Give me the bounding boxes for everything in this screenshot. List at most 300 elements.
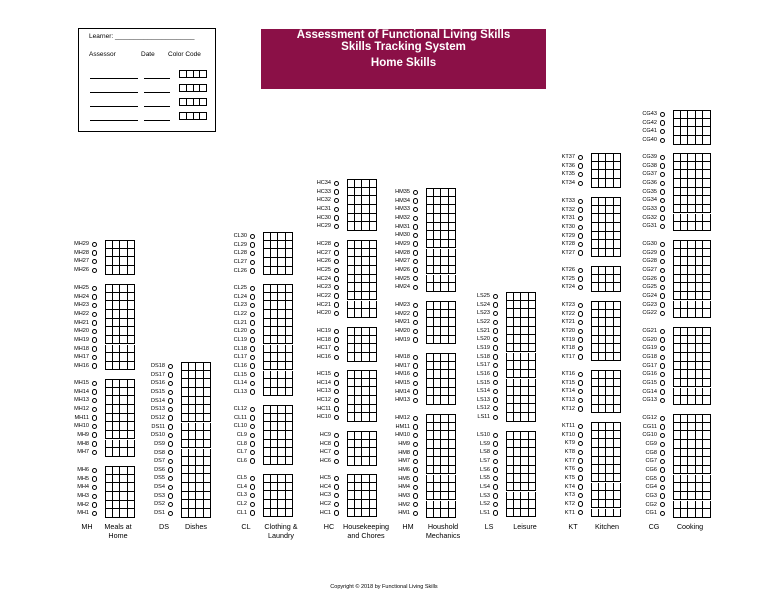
skill-status-circle[interactable]	[334, 415, 339, 420]
tracking-cell[interactable]	[529, 431, 537, 440]
tracking-cell[interactable]	[681, 119, 689, 128]
tracking-cell[interactable]	[673, 119, 681, 128]
tracking-cell[interactable]	[591, 249, 599, 258]
skill-status-circle[interactable]	[168, 381, 173, 386]
tracking-cell[interactable]	[614, 240, 622, 249]
tracking-cell[interactable]	[263, 249, 271, 258]
skill-status-circle[interactable]	[578, 406, 583, 411]
skill-status-circle[interactable]	[413, 424, 418, 429]
skill-status-circle[interactable]	[660, 363, 665, 368]
tracking-cell[interactable]	[355, 249, 363, 258]
tracking-cell[interactable]	[599, 336, 607, 345]
tracking-cell[interactable]	[263, 232, 271, 241]
tracking-cell[interactable]	[688, 205, 696, 214]
skill-status-circle[interactable]	[92, 502, 97, 507]
tracking-cell[interactable]	[529, 474, 537, 483]
tracking-cell[interactable]	[278, 457, 286, 466]
tracking-cell[interactable]	[204, 483, 212, 492]
tracking-cell[interactable]	[703, 353, 711, 362]
tracking-cell[interactable]	[128, 336, 136, 345]
skill-status-circle[interactable]	[578, 216, 583, 221]
tracking-cell[interactable]	[347, 214, 355, 223]
skill-status-circle[interactable]	[493, 345, 498, 350]
skill-status-circle[interactable]	[334, 459, 339, 464]
tracking-cell[interactable]	[506, 431, 514, 440]
tracking-cell[interactable]	[599, 327, 607, 336]
tracking-cell[interactable]	[189, 397, 197, 406]
tracking-cell[interactable]	[449, 275, 457, 284]
tracking-cell[interactable]	[355, 283, 363, 292]
tracking-cell[interactable]	[506, 353, 514, 362]
tracking-cell[interactable]	[599, 153, 607, 162]
tracking-cell[interactable]	[514, 327, 522, 336]
tracking-cell[interactable]	[703, 396, 711, 405]
tracking-cell[interactable]	[681, 440, 689, 449]
tracking-cell[interactable]	[591, 336, 599, 345]
skill-status-circle[interactable]	[334, 268, 339, 273]
tracking-cell[interactable]	[681, 362, 689, 371]
tracking-cell[interactable]	[529, 457, 537, 466]
tracking-cell[interactable]	[599, 232, 607, 241]
tracking-cell[interactable]	[529, 301, 537, 310]
tracking-cell[interactable]	[362, 179, 370, 188]
tracking-cell[interactable]	[696, 414, 704, 423]
tracking-cell[interactable]	[355, 344, 363, 353]
tracking-cell[interactable]	[286, 422, 294, 431]
tracking-cell[interactable]	[591, 379, 599, 388]
tracking-cell[interactable]	[441, 257, 449, 266]
skill-status-circle[interactable]	[334, 293, 339, 298]
skill-status-circle[interactable]	[660, 189, 665, 194]
tracking-cell[interactable]	[591, 370, 599, 379]
skill-status-circle[interactable]	[578, 181, 583, 186]
tracking-cell[interactable]	[614, 500, 622, 509]
tracking-cell[interactable]	[606, 249, 614, 258]
color-code-boxes[interactable]	[179, 70, 207, 78]
tracking-cell[interactable]	[521, 474, 529, 483]
tracking-cell[interactable]	[521, 370, 529, 379]
tracking-cell[interactable]	[688, 188, 696, 197]
tracking-cell[interactable]	[696, 379, 704, 388]
tracking-cell[interactable]	[506, 492, 514, 501]
tracking-cell[interactable]	[105, 240, 113, 249]
tracking-cell[interactable]	[449, 257, 457, 266]
tracking-cell[interactable]	[278, 440, 286, 449]
skill-status-circle[interactable]	[660, 476, 665, 481]
tracking-cell[interactable]	[614, 232, 622, 241]
tracking-cell[interactable]	[606, 310, 614, 319]
tracking-cell[interactable]	[521, 413, 529, 422]
skill-status-circle[interactable]	[334, 433, 339, 438]
tracking-cell[interactable]	[434, 275, 442, 284]
tracking-cell[interactable]	[189, 492, 197, 501]
tracking-cell[interactable]	[614, 170, 622, 179]
tracking-cell[interactable]	[196, 414, 204, 423]
tracking-cell[interactable]	[703, 222, 711, 231]
tracking-cell[interactable]	[614, 422, 622, 431]
tracking-cell[interactable]	[673, 283, 681, 292]
tracking-cell[interactable]	[181, 449, 189, 458]
skill-status-circle[interactable]	[660, 268, 665, 273]
tracking-cell[interactable]	[128, 353, 136, 362]
skill-status-circle[interactable]	[660, 215, 665, 220]
tracking-cell[interactable]	[347, 440, 355, 449]
skill-status-circle[interactable]	[660, 242, 665, 247]
tracking-cell[interactable]	[278, 258, 286, 267]
tracking-cell[interactable]	[189, 457, 197, 466]
skill-status-circle[interactable]	[413, 450, 418, 455]
tracking-cell[interactable]	[529, 413, 537, 422]
tracking-cell[interactable]	[696, 483, 704, 492]
tracking-cell[interactable]	[681, 475, 689, 484]
skill-status-circle[interactable]	[250, 441, 255, 446]
skill-status-circle[interactable]	[334, 189, 339, 194]
skill-status-circle[interactable]	[413, 398, 418, 403]
tracking-cell[interactable]	[347, 396, 355, 405]
tracking-cell[interactable]	[271, 491, 279, 500]
tracking-cell[interactable]	[189, 500, 197, 509]
skill-status-circle[interactable]	[578, 450, 583, 455]
tracking-cell[interactable]	[521, 379, 529, 388]
tracking-cell[interactable]	[514, 335, 522, 344]
tracking-cell[interactable]	[606, 405, 614, 414]
tracking-cell[interactable]	[606, 422, 614, 431]
tracking-cell[interactable]	[703, 483, 711, 492]
tracking-cell[interactable]	[347, 179, 355, 188]
skill-status-circle[interactable]	[168, 372, 173, 377]
tracking-cell[interactable]	[703, 414, 711, 423]
tracking-cell[interactable]	[113, 509, 121, 518]
tracking-cell[interactable]	[506, 500, 514, 509]
tracking-cell[interactable]	[688, 136, 696, 145]
tracking-cell[interactable]	[506, 309, 514, 318]
tracking-cell[interactable]	[441, 396, 449, 405]
tracking-cell[interactable]	[347, 301, 355, 310]
tracking-cell[interactable]	[703, 257, 711, 266]
skill-status-circle[interactable]	[92, 337, 97, 342]
tracking-cell[interactable]	[278, 241, 286, 250]
skill-status-circle[interactable]	[493, 311, 498, 316]
tracking-cell[interactable]	[681, 301, 689, 310]
tracking-cell[interactable]	[196, 466, 204, 475]
tracking-cell[interactable]	[120, 301, 128, 310]
tracking-cell[interactable]	[347, 188, 355, 197]
tracking-cell[interactable]	[181, 379, 189, 388]
tracking-cell[interactable]	[703, 283, 711, 292]
tracking-cell[interactable]	[703, 344, 711, 353]
tracking-cell[interactable]	[673, 492, 681, 501]
tracking-cell[interactable]	[355, 457, 363, 466]
tracking-cell[interactable]	[614, 491, 622, 500]
tracking-cell[interactable]	[614, 457, 622, 466]
tracking-cell[interactable]	[434, 205, 442, 214]
tracking-cell[interactable]	[614, 206, 622, 215]
skill-status-circle[interactable]	[493, 294, 498, 299]
skill-status-circle[interactable]	[92, 250, 97, 255]
skill-status-circle[interactable]	[578, 337, 583, 342]
tracking-cell[interactable]	[271, 440, 279, 449]
skill-status-circle[interactable]	[413, 493, 418, 498]
skill-status-circle[interactable]	[168, 415, 173, 420]
tracking-cell[interactable]	[703, 153, 711, 162]
tracking-cell[interactable]	[105, 336, 113, 345]
tracking-cell[interactable]	[529, 370, 537, 379]
skill-status-circle[interactable]	[493, 389, 498, 394]
tracking-cell[interactable]	[599, 344, 607, 353]
tracking-cell[interactable]	[591, 162, 599, 171]
skill-status-circle[interactable]	[578, 354, 583, 359]
color-code-box[interactable]	[187, 112, 194, 120]
skill-status-circle[interactable]	[660, 172, 665, 177]
tracking-cell[interactable]	[614, 223, 622, 232]
skill-status-circle[interactable]	[493, 433, 498, 438]
color-code-box[interactable]	[179, 84, 187, 92]
tracking-cell[interactable]	[591, 509, 599, 518]
tracking-cell[interactable]	[271, 284, 279, 293]
tracking-cell[interactable]	[105, 466, 113, 475]
tracking-cell[interactable]	[441, 318, 449, 327]
tracking-cell[interactable]	[514, 448, 522, 457]
tracking-cell[interactable]	[355, 405, 363, 414]
tracking-cell[interactable]	[355, 196, 363, 205]
tracking-cell[interactable]	[514, 440, 522, 449]
skill-status-circle[interactable]	[660, 450, 665, 455]
tracking-cell[interactable]	[355, 396, 363, 405]
tracking-cell[interactable]	[181, 500, 189, 509]
tracking-cell[interactable]	[606, 318, 614, 327]
tracking-cell[interactable]	[120, 448, 128, 457]
tracking-cell[interactable]	[506, 292, 514, 301]
tracking-cell[interactable]	[271, 388, 279, 397]
tracking-cell[interactable]	[434, 466, 442, 475]
skill-status-circle[interactable]	[413, 190, 418, 195]
tracking-cell[interactable]	[591, 179, 599, 188]
tracking-cell[interactable]	[426, 431, 434, 440]
tracking-cell[interactable]	[355, 483, 363, 492]
skill-status-circle[interactable]	[334, 224, 339, 229]
skill-status-circle[interactable]	[250, 502, 255, 507]
skill-status-circle[interactable]	[250, 312, 255, 317]
tracking-cell[interactable]	[362, 509, 370, 518]
tracking-cell[interactable]	[278, 491, 286, 500]
tracking-cell[interactable]	[271, 448, 279, 457]
tracking-cell[interactable]	[688, 457, 696, 466]
skill-status-circle[interactable]	[413, 224, 418, 229]
skill-status-circle[interactable]	[250, 268, 255, 273]
tracking-cell[interactable]	[696, 509, 704, 518]
tracking-cell[interactable]	[614, 431, 622, 440]
tracking-cell[interactable]	[681, 222, 689, 231]
skill-status-circle[interactable]	[413, 259, 418, 264]
tracking-cell[interactable]	[263, 509, 271, 518]
skill-status-circle[interactable]	[660, 276, 665, 281]
tracking-cell[interactable]	[347, 309, 355, 318]
tracking-cell[interactable]	[688, 292, 696, 301]
tracking-cell[interactable]	[688, 257, 696, 266]
skill-status-circle[interactable]	[250, 242, 255, 247]
tracking-cell[interactable]	[204, 492, 212, 501]
skill-status-circle[interactable]	[660, 120, 665, 125]
skill-status-circle[interactable]	[92, 511, 97, 516]
tracking-cell[interactable]	[514, 413, 522, 422]
tracking-cell[interactable]	[271, 241, 279, 250]
tracking-cell[interactable]	[113, 310, 121, 319]
tracking-cell[interactable]	[263, 440, 271, 449]
tracking-cell[interactable]	[606, 283, 614, 292]
skill-status-circle[interactable]	[250, 415, 255, 420]
tracking-cell[interactable]	[673, 110, 681, 119]
tracking-cell[interactable]	[614, 283, 622, 292]
skill-status-circle[interactable]	[660, 329, 665, 334]
skill-status-circle[interactable]	[660, 224, 665, 229]
tracking-cell[interactable]	[426, 266, 434, 275]
tracking-cell[interactable]	[120, 396, 128, 405]
tracking-cell[interactable]	[599, 214, 607, 223]
skill-status-circle[interactable]	[493, 363, 498, 368]
tracking-cell[interactable]	[426, 240, 434, 249]
tracking-cell[interactable]	[529, 379, 537, 388]
tracking-cell[interactable]	[521, 500, 529, 509]
skill-status-circle[interactable]	[660, 433, 665, 438]
skill-status-circle[interactable]	[660, 424, 665, 429]
tracking-cell[interactable]	[599, 283, 607, 292]
tracking-cell[interactable]	[606, 474, 614, 483]
tracking-cell[interactable]	[426, 509, 434, 518]
skill-status-circle[interactable]	[413, 389, 418, 394]
tracking-cell[interactable]	[441, 188, 449, 197]
tracking-cell[interactable]	[113, 284, 121, 293]
tracking-cell[interactable]	[120, 388, 128, 397]
tracking-cell[interactable]	[263, 448, 271, 457]
tracking-cell[interactable]	[278, 310, 286, 319]
tracking-cell[interactable]	[703, 127, 711, 136]
skill-status-circle[interactable]	[413, 233, 418, 238]
tracking-cell[interactable]	[599, 491, 607, 500]
tracking-cell[interactable]	[696, 179, 704, 188]
tracking-cell[interactable]	[347, 327, 355, 336]
tracking-cell[interactable]	[105, 475, 113, 484]
tracking-cell[interactable]	[614, 301, 622, 310]
skill-status-circle[interactable]	[413, 267, 418, 272]
tracking-cell[interactable]	[441, 336, 449, 345]
tracking-cell[interactable]	[703, 370, 711, 379]
skill-status-circle[interactable]	[578, 233, 583, 238]
skill-status-circle[interactable]	[92, 476, 97, 481]
tracking-cell[interactable]	[286, 483, 294, 492]
tracking-cell[interactable]	[263, 414, 271, 423]
color-code-boxes[interactable]	[179, 112, 207, 120]
tracking-cell[interactable]	[204, 500, 212, 509]
tracking-cell[interactable]	[434, 475, 442, 484]
tracking-cell[interactable]	[426, 362, 434, 371]
skill-status-circle[interactable]	[493, 484, 498, 489]
tracking-cell[interactable]	[362, 379, 370, 388]
tracking-cell[interactable]	[614, 465, 622, 474]
skill-status-circle[interactable]	[578, 398, 583, 403]
tracking-cell[interactable]	[591, 170, 599, 179]
tracking-cell[interactable]	[286, 319, 294, 328]
tracking-cell[interactable]	[286, 405, 294, 414]
tracking-cell[interactable]	[347, 292, 355, 301]
skill-status-circle[interactable]	[578, 372, 583, 377]
tracking-cell[interactable]	[113, 422, 121, 431]
skill-status-circle[interactable]	[250, 381, 255, 386]
tracking-cell[interactable]	[606, 266, 614, 275]
tracking-cell[interactable]	[599, 353, 607, 362]
tracking-cell[interactable]	[355, 448, 363, 457]
tracking-cell[interactable]	[181, 388, 189, 397]
tracking-cell[interactable]	[105, 483, 113, 492]
skill-status-circle[interactable]	[660, 502, 665, 507]
tracking-cell[interactable]	[449, 223, 457, 232]
tracking-cell[interactable]	[681, 266, 689, 275]
tracking-cell[interactable]	[347, 266, 355, 275]
tracking-cell[interactable]	[529, 318, 537, 327]
skill-status-circle[interactable]	[334, 329, 339, 334]
tracking-cell[interactable]	[196, 500, 204, 509]
skill-status-circle[interactable]	[168, 364, 173, 369]
color-code-box[interactable]	[187, 84, 194, 92]
tracking-cell[interactable]	[703, 457, 711, 466]
tracking-cell[interactable]	[681, 423, 689, 432]
tracking-cell[interactable]	[614, 336, 622, 345]
tracking-cell[interactable]	[688, 379, 696, 388]
skill-status-circle[interactable]	[334, 441, 339, 446]
tracking-cell[interactable]	[434, 240, 442, 249]
color-code-box[interactable]	[179, 112, 187, 120]
tracking-cell[interactable]	[688, 309, 696, 318]
tracking-cell[interactable]	[105, 501, 113, 510]
tracking-cell[interactable]	[263, 371, 271, 380]
skill-status-circle[interactable]	[493, 371, 498, 376]
tracking-cell[interactable]	[286, 509, 294, 518]
tracking-cell[interactable]	[673, 396, 681, 405]
tracking-cell[interactable]	[434, 423, 442, 432]
tracking-cell[interactable]	[278, 284, 286, 293]
tracking-cell[interactable]	[688, 153, 696, 162]
skill-status-circle[interactable]	[578, 285, 583, 290]
tracking-cell[interactable]	[271, 509, 279, 518]
tracking-cell[interactable]	[696, 362, 704, 371]
skill-status-circle[interactable]	[334, 502, 339, 507]
tracking-cell[interactable]	[673, 179, 681, 188]
tracking-cell[interactable]	[681, 327, 689, 336]
tracking-cell[interactable]	[441, 214, 449, 223]
tracking-cell[interactable]	[606, 336, 614, 345]
tracking-cell[interactable]	[204, 388, 212, 397]
skill-status-circle[interactable]	[413, 250, 418, 255]
tracking-cell[interactable]	[673, 423, 681, 432]
tracking-cell[interactable]	[606, 379, 614, 388]
tracking-cell[interactable]	[688, 483, 696, 492]
tracking-cell[interactable]	[263, 301, 271, 310]
skill-status-circle[interactable]	[413, 381, 418, 386]
tracking-cell[interactable]	[196, 379, 204, 388]
tracking-cell[interactable]	[271, 500, 279, 509]
tracking-cell[interactable]	[521, 353, 529, 362]
skill-status-circle[interactable]	[168, 485, 173, 490]
tracking-cell[interactable]	[599, 483, 607, 492]
tracking-cell[interactable]	[120, 431, 128, 440]
tracking-cell[interactable]	[441, 501, 449, 510]
tracking-cell[interactable]	[599, 422, 607, 431]
tracking-cell[interactable]	[113, 388, 121, 397]
tracking-cell[interactable]	[614, 370, 622, 379]
assessment-date-line[interactable]	[144, 78, 170, 79]
tracking-cell[interactable]	[426, 188, 434, 197]
tracking-cell[interactable]	[426, 501, 434, 510]
tracking-cell[interactable]	[196, 483, 204, 492]
